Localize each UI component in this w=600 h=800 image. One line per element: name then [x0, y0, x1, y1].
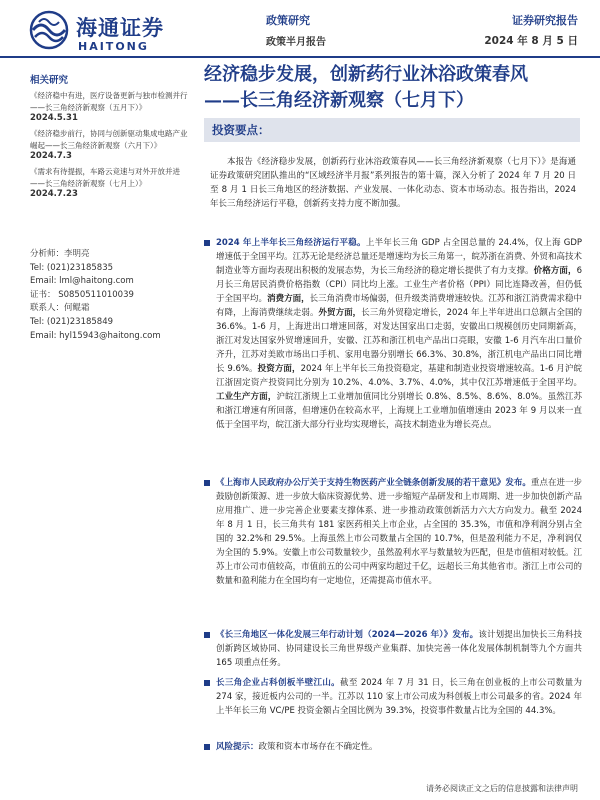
related-item[interactable] [30, 90, 190, 124]
related-item[interactable] [30, 128, 190, 162]
bullet-heading: 《上海市人民政府办公厅关于支持生物医药产业全链条创新发展的若干意见》发布。 [216, 478, 531, 488]
bullet-heading: 风险提示： [216, 742, 259, 752]
bullet-keyword: 消费方面， [267, 294, 310, 304]
bullet-text: 重点在进一步鼓励创新策源、进一步放大临床资源优势、进一步缩短产品研发和上市周期、进一步加快创新产品应用推广、进一步完善企业要素支撑体系、进一步推动政策创新活力六大方向发力。截至 2024 年 8 月 1 日，长三角共有 181 家医药相关上市企业，占全国的 35.3%，市值和净利润分别占全国的 32.2%和 29.5%。上海虽然上市公司数量占全国的 10.7%，但是盈利能力不足，净利润仅为全国的 5.9%。安徽上市公司数量较少，虽然盈利水平与数量较为匹配，但是市值相对较低。江苏上市公司市值较高，市值前五的公司中两家均超过千亿，远超长三角其他省市。浙江上市公司的数量和盈利能力在全国均有一定地位，还需提高市值水平。 [216, 478, 582, 586]
related-item-title: 《需求有待提振，车路云竞速与对外开放并进——长三角经济新观察（七月上）》 [30, 167, 180, 188]
bullet-keyword: 投资方面， [257, 364, 301, 374]
related-item-date: 2024.5.31 [30, 113, 78, 123]
report-title-line1: 经济稳步发展，创新药行业沐浴政策春风 [204, 64, 528, 85]
bullet-keyword: 外贸方面， [318, 308, 362, 318]
haitong-logo [28, 10, 208, 58]
bullet-text: 截至 2024 年 7 月 31 日，长三角在创业板的上市公司数量为 274 家，接近板内公司的一半。江苏以 110 家上市公司成为科创板上市公司最多的省。2024 年上半年长三角 VC/PE 投资金额占全国比例为 39.3%，投资事件数量占比为全国的 44.3%。 [216, 678, 582, 716]
analyst-tel: Tel: (021)23185835 [30, 262, 114, 273]
bullet-economy [204, 236, 582, 432]
bullet-keyword: 价格方面， [533, 266, 577, 276]
report-title-line2: ——长三角经济新观察（七月下） [204, 90, 474, 111]
bullet-text: 长三角消费市场偏弱，但升级类消费增速较快。江苏和浙江消费需求稳中有降，上海消费继续走弱。 [216, 294, 582, 318]
bullet-text: 6 月长三角居民消费价格指数（CPI）同比均上涨。工业生产者价格（PPI）同比连降改善，但仍低于全国平均。 [216, 266, 582, 304]
report-title [204, 62, 588, 114]
contact-email[interactable]: Email: hyl15943@haitong.com [30, 330, 161, 341]
key-points-header [204, 118, 580, 142]
analyst-email[interactable]: Email: lml@haitong.com [30, 276, 134, 287]
bullet-text: 政策和资本市场存在不确定性。 [258, 742, 378, 752]
disclaimer-footer: 请务必阅读正文之后的信息披露和法律声明 [426, 784, 578, 793]
related-research-title: 相关研究 [30, 75, 69, 86]
key-points-label: 投资要点： [212, 123, 270, 137]
report-series: 证券研究报告 [512, 14, 578, 27]
bullet-heading: 《长三角地区一体化发展三年行动计划（2024—2026 年）》发布。 [216, 630, 479, 640]
logo-chinese-name: 海通证券 [76, 15, 164, 40]
header-divider [0, 56, 600, 58]
related-item-title: 《经济稳步前行，协同与创新驱动集成电路产业崛起——长三角经济新观察（六月下）》 [30, 129, 188, 150]
bullet-heading: 长三角企业占科创板半壁江山。 [216, 678, 341, 688]
bullet-integration-plan [204, 628, 582, 670]
related-item-date: 2024.7.23 [30, 189, 78, 199]
logo-english-name: HAITONG [78, 40, 149, 53]
intro-paragraph: 本报告《经济稳步发展，创新药行业沐浴政策春风——长三角经济新观察（七月下）》是海通证券政策研究团队推出的“区域经济半月报”系列报告的第十篇，深入分析了 2024 年 7 月 20 日至 8 月 1 日长三角地区的经济数据、产业发展、一体化动态、资本市场动态。报告指出，2024 年长三角经济运行平稳，创新药支持力度不断加强。 [210, 157, 576, 209]
contact-tel: Tel: (021)23185849 [30, 316, 114, 327]
report-date: 2024 年 8 月 5 日 [484, 35, 578, 47]
bullet-text: 长三角外贸稳定增长，2024 年上半年进出口总额占全国的 36.6%。1-6 月，上海进出口增速回落，对发达国家出口走弱，安徽出口规模创历史同期新高，浙江对发达国家外贸增速回升，安徽、江苏和浙江机电产品出口亮眼，安徽 1-6 月汽车出口量价齐升，江苏对美欧市场出口手机、家用电器分别增长 66.3%、30.8%，浙江机电产品出口同比增长 9.6%。 [216, 308, 582, 374]
bullet-heading: 2024 年上半年长三角经济运行平稳。 [216, 238, 366, 248]
bullet-text: 2024 年上半年长三角投资稳定，基建和制造业投资增速较高。1-6 月沪皖江浙固定资产投资同比分别为 10.2%、4.0%、3.7%、4.0%，其中仅江苏增速低于全国平均。 [216, 364, 582, 388]
bullet-text: 该计划提出加快长三角科技创新跨区域协同、协同建设长三角世界级产业集群、加快完善一体化发展体制机制等九个方面共 165 项重点任务。 [216, 630, 582, 668]
bullet-text: 沪皖江浙规上工业增加值同比分别增长 0.8%、8.5%、8.6%、8.0%。虽然江苏和浙江增速有所回落，但增速仍在较高水平，上海规上工业增加值增速由 2023 年 9 月以来一直低于全国平均，皖江浙大部分行业均实现增长，高技术制造业为增长亮点。 [216, 392, 582, 430]
contact-name: 联系人：何鲲霜 [30, 303, 90, 314]
document-subtype: 政策半月报告 [266, 37, 326, 48]
related-item-date: 2024.7.3 [30, 151, 72, 161]
bullet-risk [204, 740, 582, 754]
document-type: 政策研究 [266, 14, 310, 27]
bullet-star-market [204, 676, 582, 718]
related-item[interactable] [30, 166, 190, 200]
bullet-text: 上半年长三角 GDP 占全国总量的 24.4%，仅上海 GDP 增速低于全国平均。江苏无论是经济总量还是增速均为长三角第一，皖苏浙在消费、外贸和高技术制造业等方面均表现出积极的发展态势，为长三角经济的稳定增长提供了有力支撑。 [216, 238, 583, 276]
related-research [30, 72, 190, 204]
page-header [0, 0, 600, 62]
bullet-shanghai-biomed [204, 476, 582, 588]
analyst-contact [30, 248, 195, 343]
bullet-keyword: 工业生产方面， [216, 392, 277, 402]
related-item-title: 《经济稳中有进，医疗设备更新与独市检测并行——长三角经济新观察（五月下）》 [30, 91, 188, 112]
analyst-certificate: 证书： S0850511010039 [30, 289, 134, 300]
haitong-emblem-icon [28, 10, 70, 54]
analyst-name: 分析师：李明亮 [30, 249, 90, 259]
